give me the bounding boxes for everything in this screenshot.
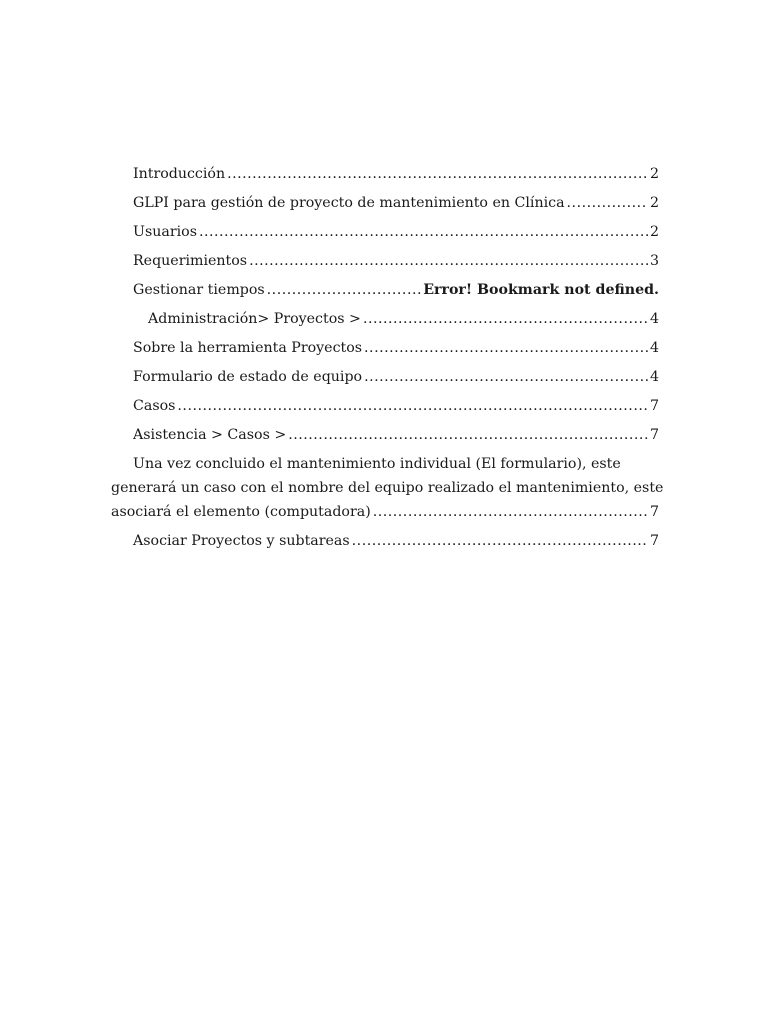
toc-entry-page: 4 [649, 340, 659, 356]
toc-entry-last-line [111, 500, 659, 524]
toc-entry-title: Sobre la herramienta Proyectos [133, 340, 363, 356]
toc-entry-mantenimiento-individual[interactable] [111, 452, 664, 524]
toc-entry-asociar-proyectos[interactable] [111, 527, 659, 556]
toc-dot-leader [373, 500, 648, 524]
toc-dot-leader [363, 305, 648, 334]
toc-entry-page: 4 [649, 311, 659, 327]
table-of-contents [111, 160, 664, 556]
toc-entry-page: 7 [649, 427, 659, 443]
toc-entry-page: 2 [649, 224, 659, 240]
toc-entry-sobre-herramienta[interactable] [111, 334, 659, 363]
toc-entry-title: asociará el elemento (computadora) [111, 504, 371, 520]
toc-entry-page: 4 [649, 369, 659, 385]
toc-entry-page: 3 [649, 253, 659, 269]
toc-dot-leader [352, 527, 648, 556]
toc-entry-title: Introducción [133, 166, 226, 182]
toc-entry-title: Gestionar tiempos [133, 282, 265, 298]
toc-entry-page: 7 [649, 398, 659, 414]
toc-entry-glpi[interactable] [111, 189, 659, 218]
toc-entry-title: Formulario de estado de equipo [133, 369, 363, 385]
toc-entry-title: Asociar Proyectos y subtareas [133, 533, 350, 549]
toc-entry-usuarios[interactable] [111, 218, 659, 247]
toc-entry-formulario[interactable] [111, 363, 659, 392]
toc-entry-page: 7 [649, 533, 659, 549]
toc-dot-leader [249, 247, 648, 276]
toc-entry-asistencia-casos[interactable] [111, 421, 659, 450]
toc-dot-leader [364, 334, 648, 363]
toc-dot-leader [567, 189, 648, 218]
toc-dot-leader [288, 421, 648, 450]
toc-entry-title: Requerimientos [133, 253, 248, 269]
toc-dot-leader [227, 160, 648, 189]
toc-entry-administracion-proyectos[interactable] [111, 305, 659, 334]
toc-bookmark-error: Error! Bookmark not defined. [423, 282, 659, 298]
toc-dot-leader [177, 392, 648, 421]
toc-entry-gestionar-tiempos[interactable] [111, 276, 659, 305]
toc-entry-page: 2 [649, 195, 659, 211]
toc-entry-page: 7 [649, 504, 659, 520]
toc-dot-leader [199, 218, 648, 247]
toc-entry-title: GLPI para gestión de proyecto de mantenimiento en Clínica [133, 195, 565, 211]
toc-entry-casos[interactable] [111, 392, 659, 421]
toc-entry-title: Asistencia > Casos > [133, 427, 287, 443]
toc-entry-title: Usuarios [133, 224, 197, 240]
toc-entry-line: generará un caso con el nombre del equipo realizado el mantenimiento, este [111, 480, 664, 496]
toc-entry-introduccion[interactable] [111, 160, 659, 189]
toc-entry-line: Una vez concluido el mantenimiento individual (El formulario), este [133, 456, 621, 472]
toc-dot-leader [364, 363, 648, 392]
toc-entry-title: Administración> Proyectos > [148, 311, 361, 327]
toc-entry-title: Casos [133, 398, 176, 414]
toc-entry-page: 2 [649, 166, 659, 182]
toc-entry-requerimientos[interactable] [111, 247, 659, 276]
toc-dot-leader [267, 276, 422, 305]
